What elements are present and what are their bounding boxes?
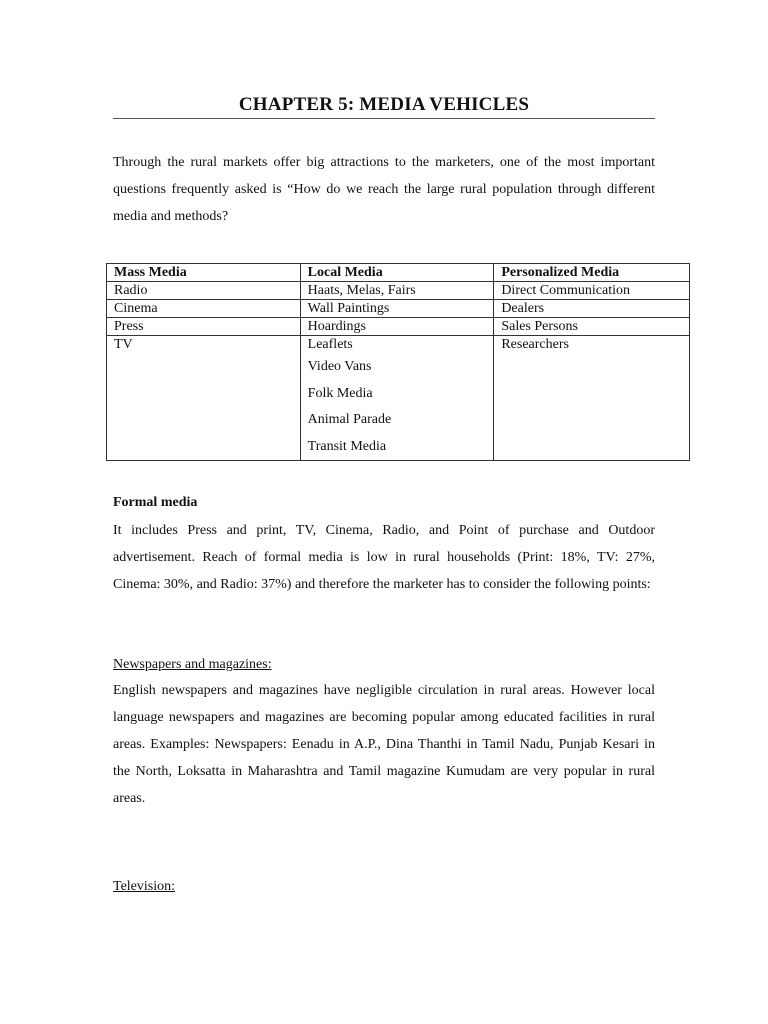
table-cell: Radio <box>107 282 301 300</box>
title-underline-rule <box>113 118 655 119</box>
table-cell: Hoardings <box>300 318 494 336</box>
table-cell: TV <box>107 336 301 461</box>
table-cell: Researchers <box>494 336 690 461</box>
header-personalized-media: Personalized Media <box>494 264 690 282</box>
table-cell: Dealers <box>494 300 690 318</box>
table-cell: Press <box>107 318 301 336</box>
newspapers-paragraph: English newspapers and magazines have negligible circulation in rural areas. However local language newspapers and magazines are becoming popular among educated facilities in rural areas. Examples: Newspapers: Eenadu in A.P., Dina Thanthi in Tamil Nadu, Punjab Kesari in the North, Loksatta in Maharashtra and Tamil magazine Kumudam are very popular in rural areas. <box>113 683 655 806</box>
table-cell: Direct Communication <box>494 282 690 300</box>
media-table <box>106 263 690 461</box>
list-item: Leaflets <box>307 337 353 352</box>
list-item: Transit Media <box>307 438 387 454</box>
table-row <box>107 282 690 300</box>
table-row <box>107 318 690 336</box>
table-cell: Wall Paintings <box>300 300 494 318</box>
list-item: Video Vans <box>307 359 372 374</box>
table-cell: Haats, Melas, Fairs <box>300 282 494 300</box>
table-row <box>107 300 690 318</box>
intro-paragraph: Through the rural markets offer big attractions to the marketers, one of the most important questions frequently asked is “How do we reach the large rural population through different media and methods? <box>113 155 655 224</box>
table-cell-local-list <box>300 336 494 461</box>
formal-media-heading: Formal media <box>113 495 198 510</box>
list-item: Animal Parade <box>307 412 392 427</box>
table-cell: Cinema <box>107 300 301 318</box>
formal-media-paragraph: It includes Press and print, TV, Cinema, Radio, and Point of purchase and Outdoor advertisement. Reach of formal media is low in rural households (Print: 18%, TV: 27%, Cinema: 30%, and Radio: 37%) and therefore the marketer has to consider the following points: <box>113 523 655 592</box>
table-cell: Sales Persons <box>494 318 690 336</box>
television-heading: Television: <box>113 879 176 894</box>
header-local-media: Local Media <box>300 264 494 282</box>
header-mass-media: Mass Media <box>107 264 301 282</box>
table-row <box>107 336 690 461</box>
list-item: Folk Media <box>307 385 373 401</box>
newspapers-heading: Newspapers and magazines: <box>113 657 272 672</box>
chapter-title: CHAPTER 5: MEDIA VEHICLES <box>238 94 530 115</box>
table-header-row <box>107 264 690 282</box>
